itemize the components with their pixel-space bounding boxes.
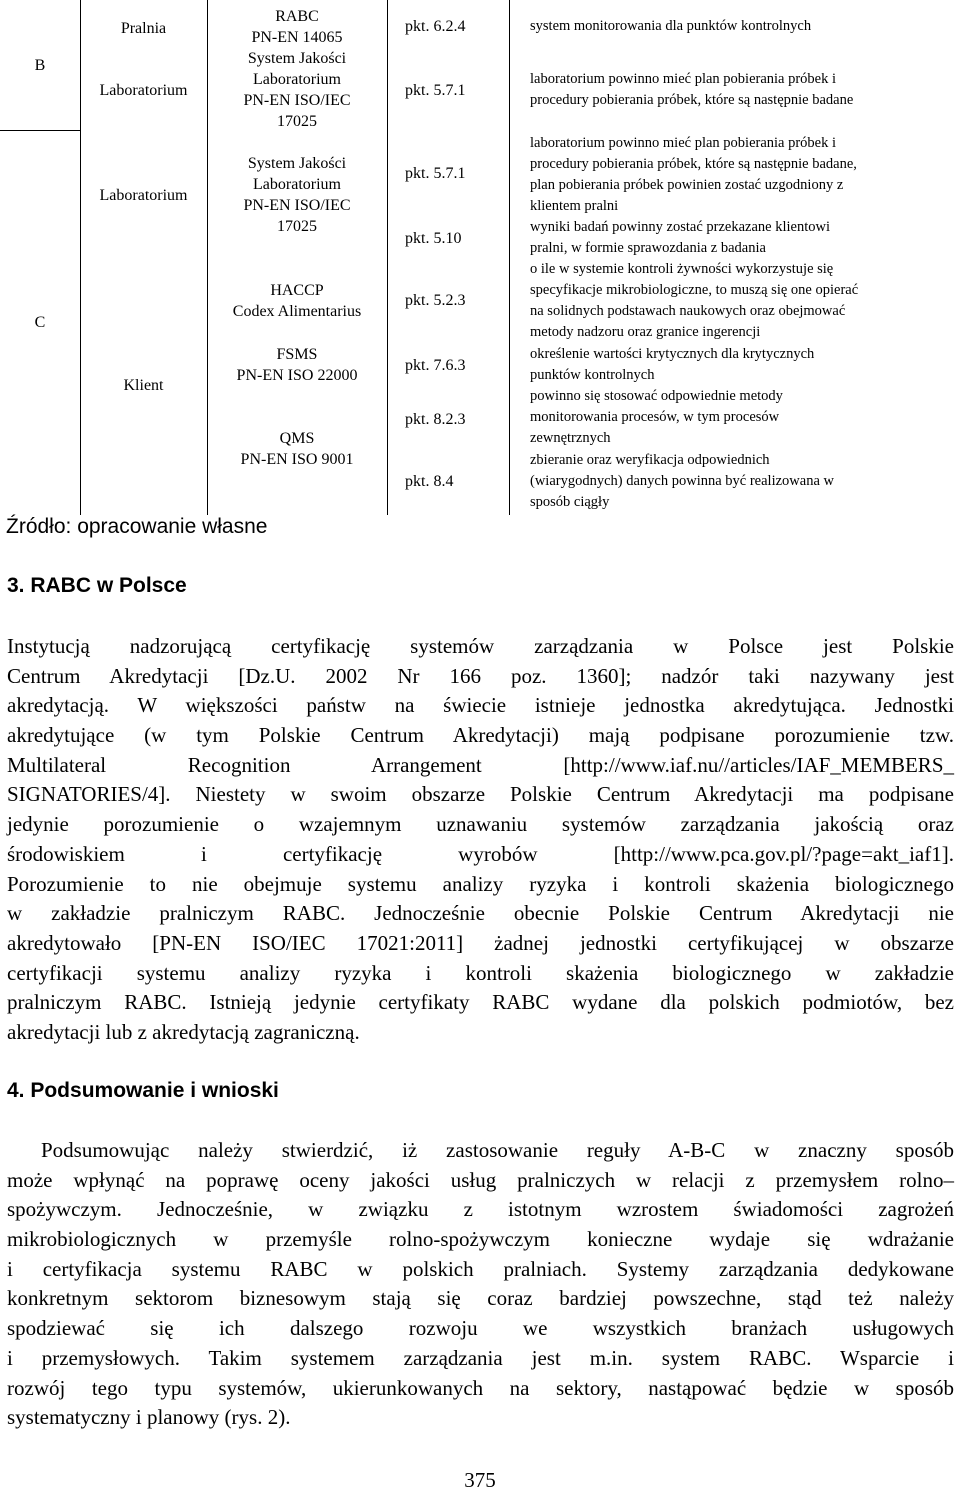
requirement-text — [530, 259, 955, 343]
requirement-text — [530, 133, 955, 217]
requirement-line: procedury pobierania próbek, które są następnie badane — [530, 92, 854, 108]
requirement-line: punktów kontrolnych — [530, 367, 655, 383]
table-source-note: Źródło: opracowanie własne — [6, 515, 268, 538]
requirements-table — [0, 0, 960, 515]
standard-line: PN-EN ISO/IEC — [243, 92, 351, 109]
requirement-line: plan pobierania próbek powinien zostać uzgodniony z — [530, 177, 844, 193]
standard-line: PN-EN ISO/IEC — [243, 197, 351, 214]
requirement-line: określenie wartości krytycznych dla krytycznych — [530, 346, 815, 362]
requirement-text — [530, 69, 955, 111]
standard-line: FSMS — [276, 346, 318, 363]
requirement-text — [530, 386, 955, 449]
standard-line: System Jakości — [247, 155, 347, 172]
requirement-line: laboratorium powinno mieć plan pobierania próbek i — [530, 135, 837, 151]
standard-cell — [207, 6, 387, 48]
paragraph-line: Podsumowując należy stwierdzić, iż zastosowanie reguły A-B-C w znaczny sposób — [41, 1138, 954, 1162]
paragraph-line: i certyfikacja systemu RABC w polskich pralniach. Systemy zarządzania dedykowane — [7, 1256, 954, 1281]
requirement-line: wyniki badań powinny zostać przekazane klientowi — [530, 219, 830, 235]
group-label: C — [34, 314, 46, 331]
standard-line: RABC — [275, 8, 319, 25]
paragraph-line: i przemysłowych. Takim systemem zarządzania jest m.in. system RABC. Wsparcie i — [7, 1345, 954, 1370]
paragraph-line: akredytacją. W większości państw na świecie istnieje jednostka akredytująca. Jednostki — [7, 693, 954, 718]
requirement-line: zbieranie oraz weryfikacja odpowiednich — [530, 452, 770, 468]
paragraph-line: może wpłynąć na poprawę oceny jakości usług pralniczych w relacji z przemysłem rolno– — [7, 1167, 954, 1192]
entity-label: Laboratorium — [99, 186, 188, 204]
table-gridline — [509, 0, 510, 515]
group-c-cell — [0, 130, 80, 515]
standard-line: 17025 — [277, 218, 317, 235]
paragraph-line: mikrobiologicznych w przemyśle rolno-spożywczym konieczne wydaje się wdrażanie — [7, 1227, 954, 1252]
standard-cell — [207, 280, 387, 322]
paragraph-line: Centrum Akredytacji [Dz.U. 2002 Nr 166 poz. 1360]; nadzór taki nazywany jest — [7, 663, 954, 688]
paragraph-line: pralniczym RABC. Istnieją jedynie certyfikaty RABC wydane dla polskich podmiotów, bez — [7, 990, 954, 1015]
requirement-line: (wiarygodnych) danych powinna być realizowana w — [530, 473, 834, 489]
requirement-line: o ile w systemie kontroli żywności wykorzystuje się — [530, 261, 834, 277]
section-heading: 3. RABC w Polsce — [7, 574, 187, 597]
standard-cell — [207, 153, 387, 237]
group-label: B — [34, 56, 46, 74]
paragraph-line: Porozumienie to nie obejmuje systemu analizy ryzyka i kontroli skażenia biologicznego — [7, 871, 954, 896]
standard-line: PN-EN 14065 — [251, 29, 343, 46]
group-b-cell — [0, 0, 80, 130]
requirement-line: klientem pralni — [530, 198, 619, 214]
requirement-line: sposób ciągły — [530, 494, 610, 510]
standard-cell — [207, 428, 387, 470]
clause-ref: pkt. 5.2.3 — [405, 292, 466, 309]
section-3-paragraph — [7, 632, 954, 1048]
standard-line: Laboratorium — [253, 71, 341, 88]
paragraph-line: akredytujące (w tym Polskie Centrum Akredytacji) mają podpisane porozumienie tzw. — [7, 723, 954, 748]
paragraph-line: Multilateral Recognition Arrangement [http://www.iaf.nu//articles/IAF_MEMBERS_ — [7, 752, 954, 777]
requirement-line: monitorowania procesów, w tym procesów — [530, 409, 780, 425]
requirement-text — [530, 16, 955, 37]
standard-line: Codex Alimentarius — [232, 303, 362, 320]
standard-cell — [207, 344, 387, 386]
requirement-line: metody nadzoru oraz granice ingerencji — [530, 324, 761, 340]
paragraph-line: w zakładzie pralniczym RABC. Jednocześnie obecnie Polskie Centrum Akredytacji nie — [7, 901, 954, 926]
standard-line: PN-EN ISO 22000 — [236, 367, 358, 384]
clause-ref: pkt. 5.7.1 — [405, 165, 466, 182]
clause-ref: pkt. 6.2.4 — [405, 18, 466, 35]
standard-line: Laboratorium — [253, 176, 341, 193]
paragraph-line: akredytacji lub z akredytacją zagraniczną. — [7, 1019, 360, 1044]
requirement-text — [530, 344, 955, 386]
paragraph-line: akredytowało [PN-EN ISO/IEC 17021:2011] żadnej jednostki certyfikującej w obszarze — [7, 930, 954, 955]
entity-label: Laboratorium — [99, 81, 188, 99]
entity-cell — [80, 8, 207, 48]
standard-line: PN-EN ISO 9001 — [240, 451, 354, 468]
entity-cell — [80, 70, 207, 110]
requirement-text — [530, 450, 955, 513]
paragraph-line: konkretnym sektorom biznesowym stają się coraz bardziej powszechne, stąd też należy — [7, 1286, 954, 1311]
entity-cell — [80, 175, 207, 215]
requirement-line: powinno się stosować odpowiednie metody — [530, 388, 783, 404]
requirement-line: specyfikacje mikrobiologiczne, to muszą się one opierać — [530, 282, 859, 298]
table-gridline — [387, 0, 388, 515]
paragraph-line: rozwój tego typu systemów, ukierunkowanych na sektory, nastąpować będzie w sposób — [7, 1375, 954, 1400]
paragraph-line: Instytucją nadzorującą certyfikację systemów zarządzania w Polsce jest Polskie — [7, 634, 954, 658]
requirement-line: laboratorium powinno mieć plan pobierania próbek i — [530, 71, 837, 87]
clause-ref: pkt. 5.10 — [405, 230, 462, 247]
requirement-text — [530, 217, 955, 259]
requirement-line: na solidnych podstawach naukowych oraz obejmować — [530, 303, 846, 319]
paragraph-line: jedynie porozumienie o wzajemnym uznawaniu systemów zarządzania jakością oraz — [7, 812, 954, 837]
section-4-paragraph — [7, 1136, 954, 1433]
standard-line: System Jakości — [247, 50, 347, 67]
clause-ref: pkt. 8.2.3 — [405, 411, 466, 428]
page-number: 375 — [464, 1468, 496, 1492]
paragraph-line: certyfikacji systemu analizy ryzyka i kontroli skażenia biologicznego w zakładzie — [7, 960, 954, 985]
requirement-line: zewnętrznych — [530, 430, 611, 446]
requirement-line: pralni, w formie sprawozdania z badania — [530, 240, 766, 256]
entity-cell — [80, 365, 207, 405]
entity-label: Pralnia — [120, 19, 167, 37]
paragraph-line: systematyczny i planowy (rys. 2). — [7, 1405, 291, 1430]
entity-label: Klient — [123, 376, 164, 394]
clause-ref: pkt. 7.6.3 — [405, 357, 466, 374]
standard-line: 17025 — [277, 113, 317, 130]
requirement-line: system monitorowania dla punktów kontrolnych — [530, 18, 812, 34]
clause-ref: pkt. 5.7.1 — [405, 82, 466, 99]
paragraph-line: spożywczym. Jednocześnie, w związku z istotnym wzrostem świadomości zagrożeń — [7, 1197, 954, 1222]
standard-line: HACCP — [270, 282, 324, 299]
standard-cell — [207, 48, 387, 132]
paragraph-line: środowiskiem i certyfikację wyrobów [http://www.pca.gov.pl/?page=akt_iaf1]. — [7, 841, 954, 866]
paragraph-line: SIGNATORIES/4]. Niestety w swoim obszarze Polskie Centrum Akredytacji ma podpisane — [7, 782, 954, 807]
standard-line: QMS — [279, 430, 315, 447]
requirement-line: procedury pobierania próbek, które są następnie badane, — [530, 156, 857, 172]
paragraph-line: spodziewać się ich dalszego rozwoju we wszystkich branżach usługowych — [7, 1316, 954, 1341]
clause-ref: pkt. 8.4 — [405, 473, 454, 490]
section-heading: 4. Podsumowanie i wnioski — [7, 1079, 279, 1102]
